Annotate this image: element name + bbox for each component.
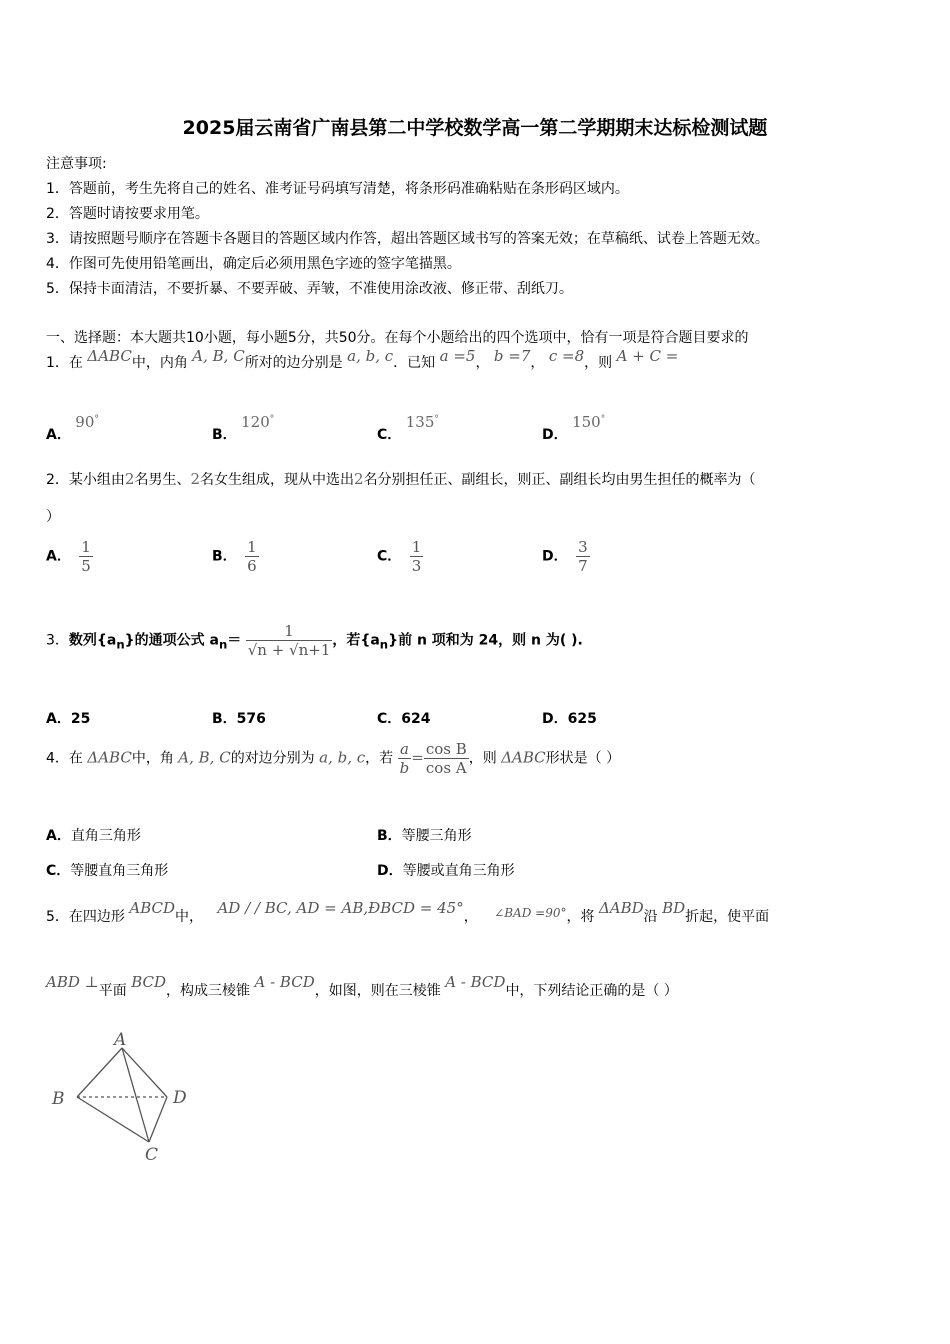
tetrahedron-figure	[46, 1025, 206, 1170]
vertex-label-c: C	[145, 1145, 159, 1165]
math-expr: A, B, C	[192, 347, 245, 365]
page-title: 2025届云南省广南县第二中学校数学高一第二学期期末达标检测试题	[182, 117, 768, 139]
math-expr: A + C =	[616, 347, 679, 365]
question-2: 2．某小组由2名男生、2名女生组成，现从中选出2名分别担任正、副组长，则正、副组长均由男生担任的概率为（	[46, 470, 756, 488]
notice-heading: 注意事项:	[46, 156, 107, 172]
question-number: 5．	[46, 909, 69, 925]
question-2-close: ）	[46, 509, 60, 525]
option-b[interactable]: B． $\frac{1}{6}$	[212, 538, 257, 575]
edge-dc	[149, 1097, 167, 1142]
notice-item: 1．答题前，考生先将自己的姓名、准考证号码填写清楚，将条形码准确粘贴在条形码区域内。	[46, 181, 629, 197]
question-5-cont: ABD ⊥平面 BCD，构成三棱锥 A - BCD，如图，则在三棱锥 A - BCD中，下列结论正确的是（ ）	[46, 973, 678, 999]
option-c[interactable]: C．等腰直角三角形	[46, 863, 169, 879]
option-a[interactable]: A． $\frac{1}{5}$	[46, 538, 91, 575]
option-d[interactable]: D． 150°	[542, 413, 606, 443]
question-number: 1．	[46, 355, 69, 371]
notice-item: 3．请按照题号顺序在答题卡各题目的答题区域内作答，超出答题区域书写的答案无效；在草稿纸、试卷上答题无效。	[46, 231, 769, 247]
question-number: 4．	[46, 750, 69, 767]
vertex-label-a: A	[114, 1030, 127, 1050]
option-c[interactable]: C． 135°	[377, 413, 439, 443]
option-a[interactable]: A．直角三角形	[46, 828, 141, 844]
option-b[interactable]: B． 120°	[212, 413, 275, 443]
notice-item: 2．答题时请按要求用笔。	[46, 206, 209, 222]
question-number: 2．	[46, 472, 69, 488]
option-b[interactable]: B．等腰三角形	[377, 828, 472, 844]
question-3: 3．数列$\{a_n\}$的通项公式 $a_n=$ $\frac{1}{√n + √n+1}$ ，若$\{a_n\}$前 n 项和为 24，则 n 为( ).	[46, 622, 583, 659]
option-d[interactable]: D． $\frac{3}{7}$	[542, 538, 588, 575]
edge-ab	[77, 1048, 122, 1097]
question-4: 4．在 ΔABC中，角 A, B, C的对边分别为 a, b, c，若 $\frac{a}{b}$ = $\frac{\text{cos B}}{\text{cos A}}$ ，则 ΔABC形状是（ ）	[46, 740, 621, 777]
vertex-label-d: D	[173, 1088, 187, 1108]
math-expr: c =8	[548, 347, 585, 365]
question-number: 3．	[46, 632, 69, 649]
question-1: 1．在 ΔABC中，内角 A, B, C所对的边分别是 a, b, c．已知 a =5， b =7， c =8，则 A + C =	[46, 347, 679, 371]
option-a[interactable]: A． 90°	[46, 413, 99, 443]
option-d[interactable]: D．等腰或直角三角形	[377, 863, 515, 879]
math-expr: ΔABC	[87, 347, 132, 365]
notice-item: 4．作图可先使用铅笔画出，确定后必须用黑色字迹的签字笔描黑。	[46, 256, 461, 272]
option-a[interactable]: A．25	[46, 711, 91, 727]
question-5: 5．在四边形 ABCD中， AD / / BC, AD = AB,ÐBCD = 45°， ∠BAD =90°，将 ΔABD沿 BD折起，使平面	[46, 899, 770, 925]
math-expr: a =5	[439, 347, 476, 365]
option-b[interactable]: B．576	[212, 711, 266, 727]
option-d[interactable]: D．625	[542, 711, 597, 727]
option-c[interactable]: C． $\frac{1}{3}$	[377, 538, 422, 575]
math-expr: b =7	[493, 347, 531, 365]
math-expr: a, b, c	[347, 347, 394, 365]
option-c[interactable]: C．624	[377, 711, 431, 727]
vertex-label-b: B	[52, 1089, 65, 1109]
section-heading: 一、选择题：本大题共10小题，每小题5分，共50分。在每个小题给出的四个选项中，恰有一项是符合题目要求的	[46, 330, 749, 346]
notice-item: 5．保持卡面清洁，不要折暴、不要弄破、弄皱，不准使用涂改液、修正带、刮纸刀。	[46, 281, 573, 297]
